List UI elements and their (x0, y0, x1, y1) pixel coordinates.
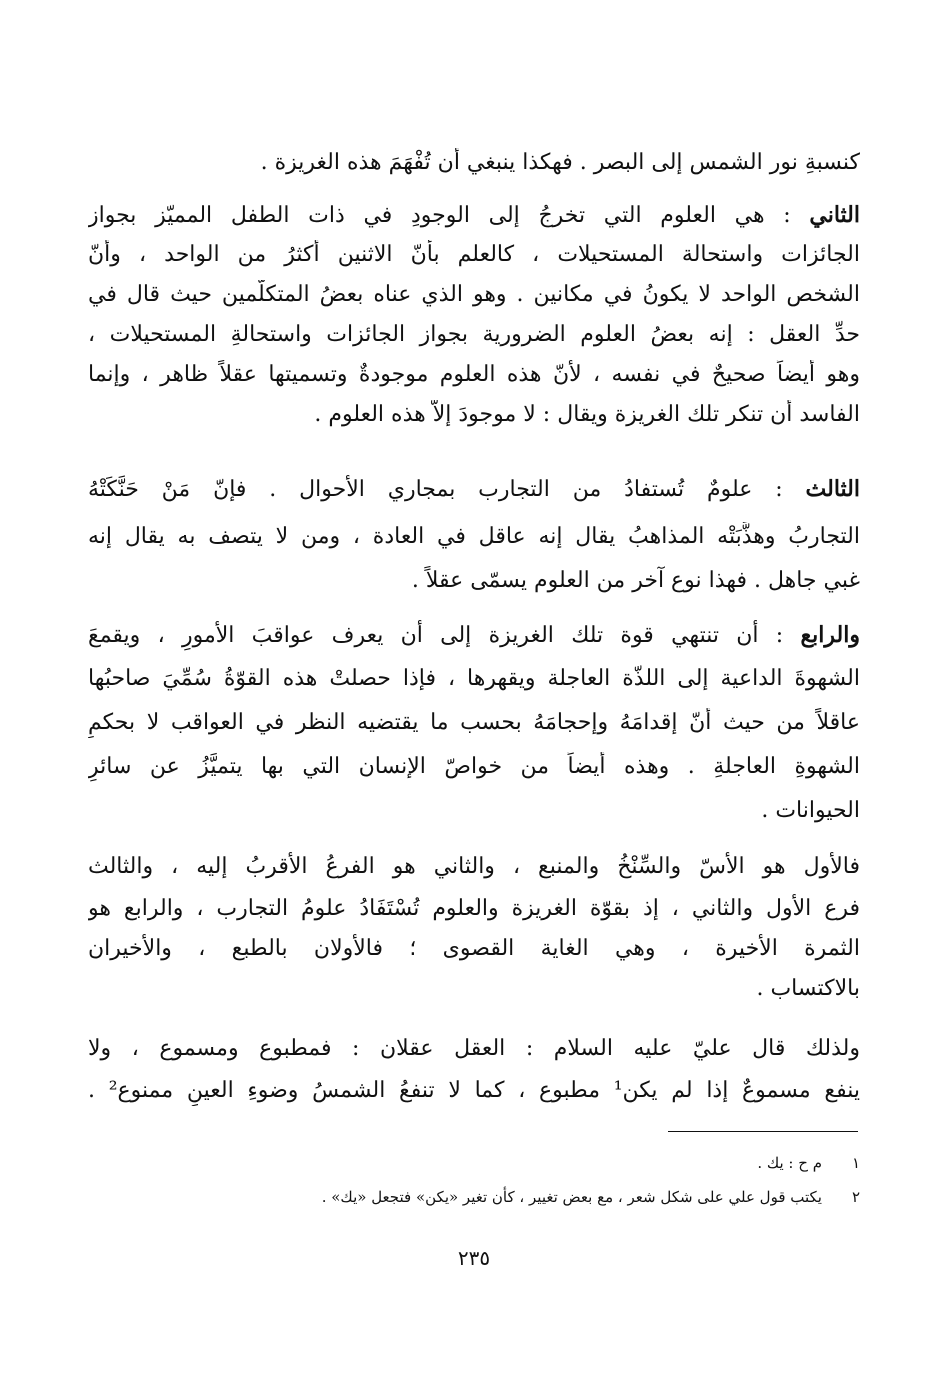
footnote-separator (668, 1131, 858, 1132)
paragraph-line: فرع الأول والثاني ، إذ بقوّة الغريزة والعلوم تُسْتَفَادُ علومُ التجارب ، والرابع هو (88, 896, 860, 921)
paragraph-line: ينفع مسموعٌ إذا لم يكن¹ مطبوع ، كما لا تنفعُ الشمسُ وضوءِ العينِ ممنوع² . (88, 1078, 860, 1103)
section-term-fourth: والرابع (800, 622, 860, 648)
paragraph-line: الجائزات واستحالة المستحيلات ، كالعلم بأنّ الاثنين أكثرُ من الواحد ، وأنّ (88, 242, 860, 267)
paragraph-text: : هي العلوم التي تخرجُ إلى الوجودِ في ذات الطفل المميّز بجواز (88, 203, 810, 228)
paragraph-line (88, 200, 860, 231)
paragraph-line: عاقلاً من حيث أنّ إقدامَهُ وإحجامَهُ بحسب ما يقتضيه النظر في العواقب لا بحكمِ (88, 710, 860, 735)
paragraph-line: التجاربُ وهذَّبَتْه المذاهبُ يقال إنه عاقل في العادة ، ومن لا يتصف به يقال إنه (88, 524, 860, 549)
paragraph-line: الحيوانات . (761, 798, 860, 823)
footnote-text: يكتب قول علي على شكل شعر ، مع بعض تغيير ، كأن تغير «يكن» فتجعل «يك» . (321, 1188, 822, 1206)
paragraph-text: : أن تنتهي قوة تلك الغريزة إلى أن يعرف عواقبَ الأمورِ ، ويقمعَ (88, 623, 801, 648)
paragraph-line: كنسبةِ نور الشمس إلى البصر . فهكذا ينبغي أن تُفْهَمَ هذه الغريزة . (260, 150, 860, 175)
paragraph-line: وهو أيضاً صحيحٌ في نفسه ، لأنّ هذه العلوم موجودةٌ وتسميتها عقلاً ظاهر ، وإنما (88, 362, 860, 387)
paragraph-line: فالأول هو الأُسّ والسِّنْخُ والمنبع ، والثاني هو الفرعُ الأقربُ إليه ، والثالث (88, 854, 860, 879)
paragraph-line: الثمرة الأخيرة ، وهي الغاية القصوى ؛ فالأولان بالطبع ، والأخيران (88, 936, 860, 961)
footnote (88, 1186, 860, 1208)
paragraph-line: الشهوةَ الداعية إلى اللذّة العاجلة ويقهرها ، فإذا حصلتْ هذه القوّةُ سُمِّيَ صاحبُها (88, 666, 860, 691)
section-term-second: الثاني (809, 202, 860, 228)
paragraph-line: حدِّ العقل : إنه بعضُ العلوم الضرورية بجواز الجائزات واستحالةِ المستحيلات ، (88, 322, 860, 347)
paragraph-line (88, 474, 860, 505)
footnote-number: ١ (851, 1154, 860, 1172)
paragraph-text: : علومٌ تُستفادُ من التجارب بمجاري الأحوال . فإنّ مَنْ حَنَّكَتْهُ (88, 477, 806, 502)
paragraph-line: الفاسد أن تنكر تلك الغريزة ويقال : لا موجودَ إلاّ هذه العلوم . (314, 402, 860, 427)
paragraph-line: غبي جاهل . فهذا نوع آخر من العلوم يسمّى عقلاً . (411, 568, 860, 593)
section-term-third: الثالث (805, 476, 860, 502)
paragraph-line (88, 620, 860, 651)
footnote (88, 1152, 860, 1174)
footnote-text: م ح : يك . (757, 1154, 822, 1172)
paragraph-line: الشخص الواحد لا يكونُ في مكانين . وهو الذي عناه بعضُ المتكلّمين حيث قال في (88, 282, 860, 307)
paragraph-line: بالاكتساب . (756, 976, 860, 1001)
page-number: ٢٣٥ (457, 1246, 491, 1270)
footnote-number: ٢ (851, 1188, 860, 1206)
paragraph-line: الشهوةِ العاجلةِ . وهذه أيضاً من خواصّ الإنسان التي بها يتميَّزُ عن سائرِ (88, 754, 860, 779)
paragraph-line: ولذلك قال عليّ عليه السلام : العقل عقلان : فمطبوع ومسموع ، ولا (88, 1036, 860, 1061)
